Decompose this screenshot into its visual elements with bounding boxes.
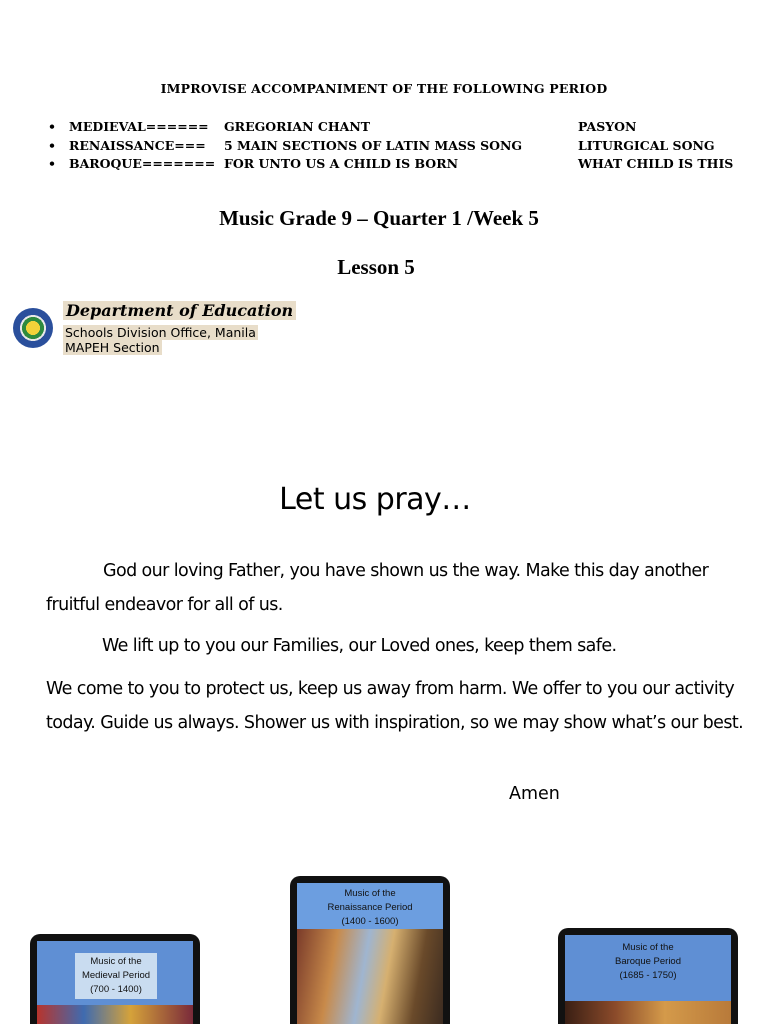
renaissance-artwork-image [297, 929, 443, 1024]
card-label-line: Music of the [90, 956, 142, 967]
period-song-1: 5 MAIN SECTIONS OF LATIN MASS SONG [224, 137, 523, 153]
card-screen [297, 883, 443, 1024]
bullet: • [48, 137, 56, 153]
bullet: • [48, 119, 56, 134]
bullet: • [48, 156, 56, 171]
prayer-amen: Amen [509, 784, 560, 804]
period-song-2: LITURGICAL SONG [578, 137, 715, 153]
renaissance-period-card [290, 876, 450, 1024]
card-label [565, 941, 731, 983]
card-label-line: Music of the [622, 942, 674, 953]
deped-section: MAPEH Section [65, 340, 160, 355]
period-list [48, 119, 748, 175]
period-song-1: GREGORIAN CHANT [224, 119, 371, 134]
period-row-baroque [48, 156, 748, 175]
prayer-title: Let us pray… [279, 482, 471, 517]
page-title: Music Grade 9 – Quarter 1 /Week 5 [219, 206, 539, 230]
card-label-line: (1685 - 1750) [619, 970, 677, 981]
card-label-line: (700 - 1400) [90, 984, 142, 995]
period-name: MEDIEVAL====== [69, 119, 209, 134]
baroque-period-card [558, 928, 738, 1024]
card-label-line: Music of the [344, 888, 396, 899]
deped-seal-icon [13, 308, 53, 348]
card-label-line: Renaissance Period [327, 902, 413, 913]
medieval-artwork-image [37, 1005, 193, 1024]
prayer-paragraph-2: We lift up to you our Families, our Loved ones, keep them safe. [102, 636, 617, 656]
medieval-period-card [30, 934, 200, 1024]
card-screen [565, 935, 731, 1024]
card-label [75, 953, 157, 999]
baroque-artwork-image [565, 1001, 731, 1024]
card-label-line: (1400 - 1600) [341, 916, 399, 927]
prayer-paragraph-3: We come to you to protect us, keep us away from harm. We offer to you our activity today. Guide us always. Shower us with inspiration, so we may show what’s our best. [46, 679, 744, 733]
lesson-number: Lesson 5 [337, 255, 415, 279]
period-row-renaissance [48, 138, 748, 157]
card-label [297, 887, 443, 929]
period-song-2: PASYON [578, 119, 637, 134]
period-name: BAROQUE======= [69, 156, 216, 171]
card-screen [37, 941, 193, 1024]
prayer-paragraph-1: God our loving Father, you have shown us the way. Make this day another fruitful endeavor for all of us. [46, 561, 709, 615]
deped-division: Schools Division Office, Manila [65, 325, 256, 340]
deped-title: Department of Education [63, 301, 296, 320]
activity-heading: IMPROVISE ACCOMPANIMENT OF THE FOLLOWING PERIOD [160, 81, 608, 96]
period-row-medieval [48, 119, 748, 138]
period-song-1: FOR UNTO US A CHILD IS BORN [224, 156, 459, 171]
card-label-line: Baroque Period [614, 956, 682, 967]
period-name: RENAISSANCE=== [69, 137, 206, 153]
period-song-2: WHAT CHILD IS THIS [578, 156, 734, 171]
card-label-line: Medieval Period [81, 970, 151, 981]
